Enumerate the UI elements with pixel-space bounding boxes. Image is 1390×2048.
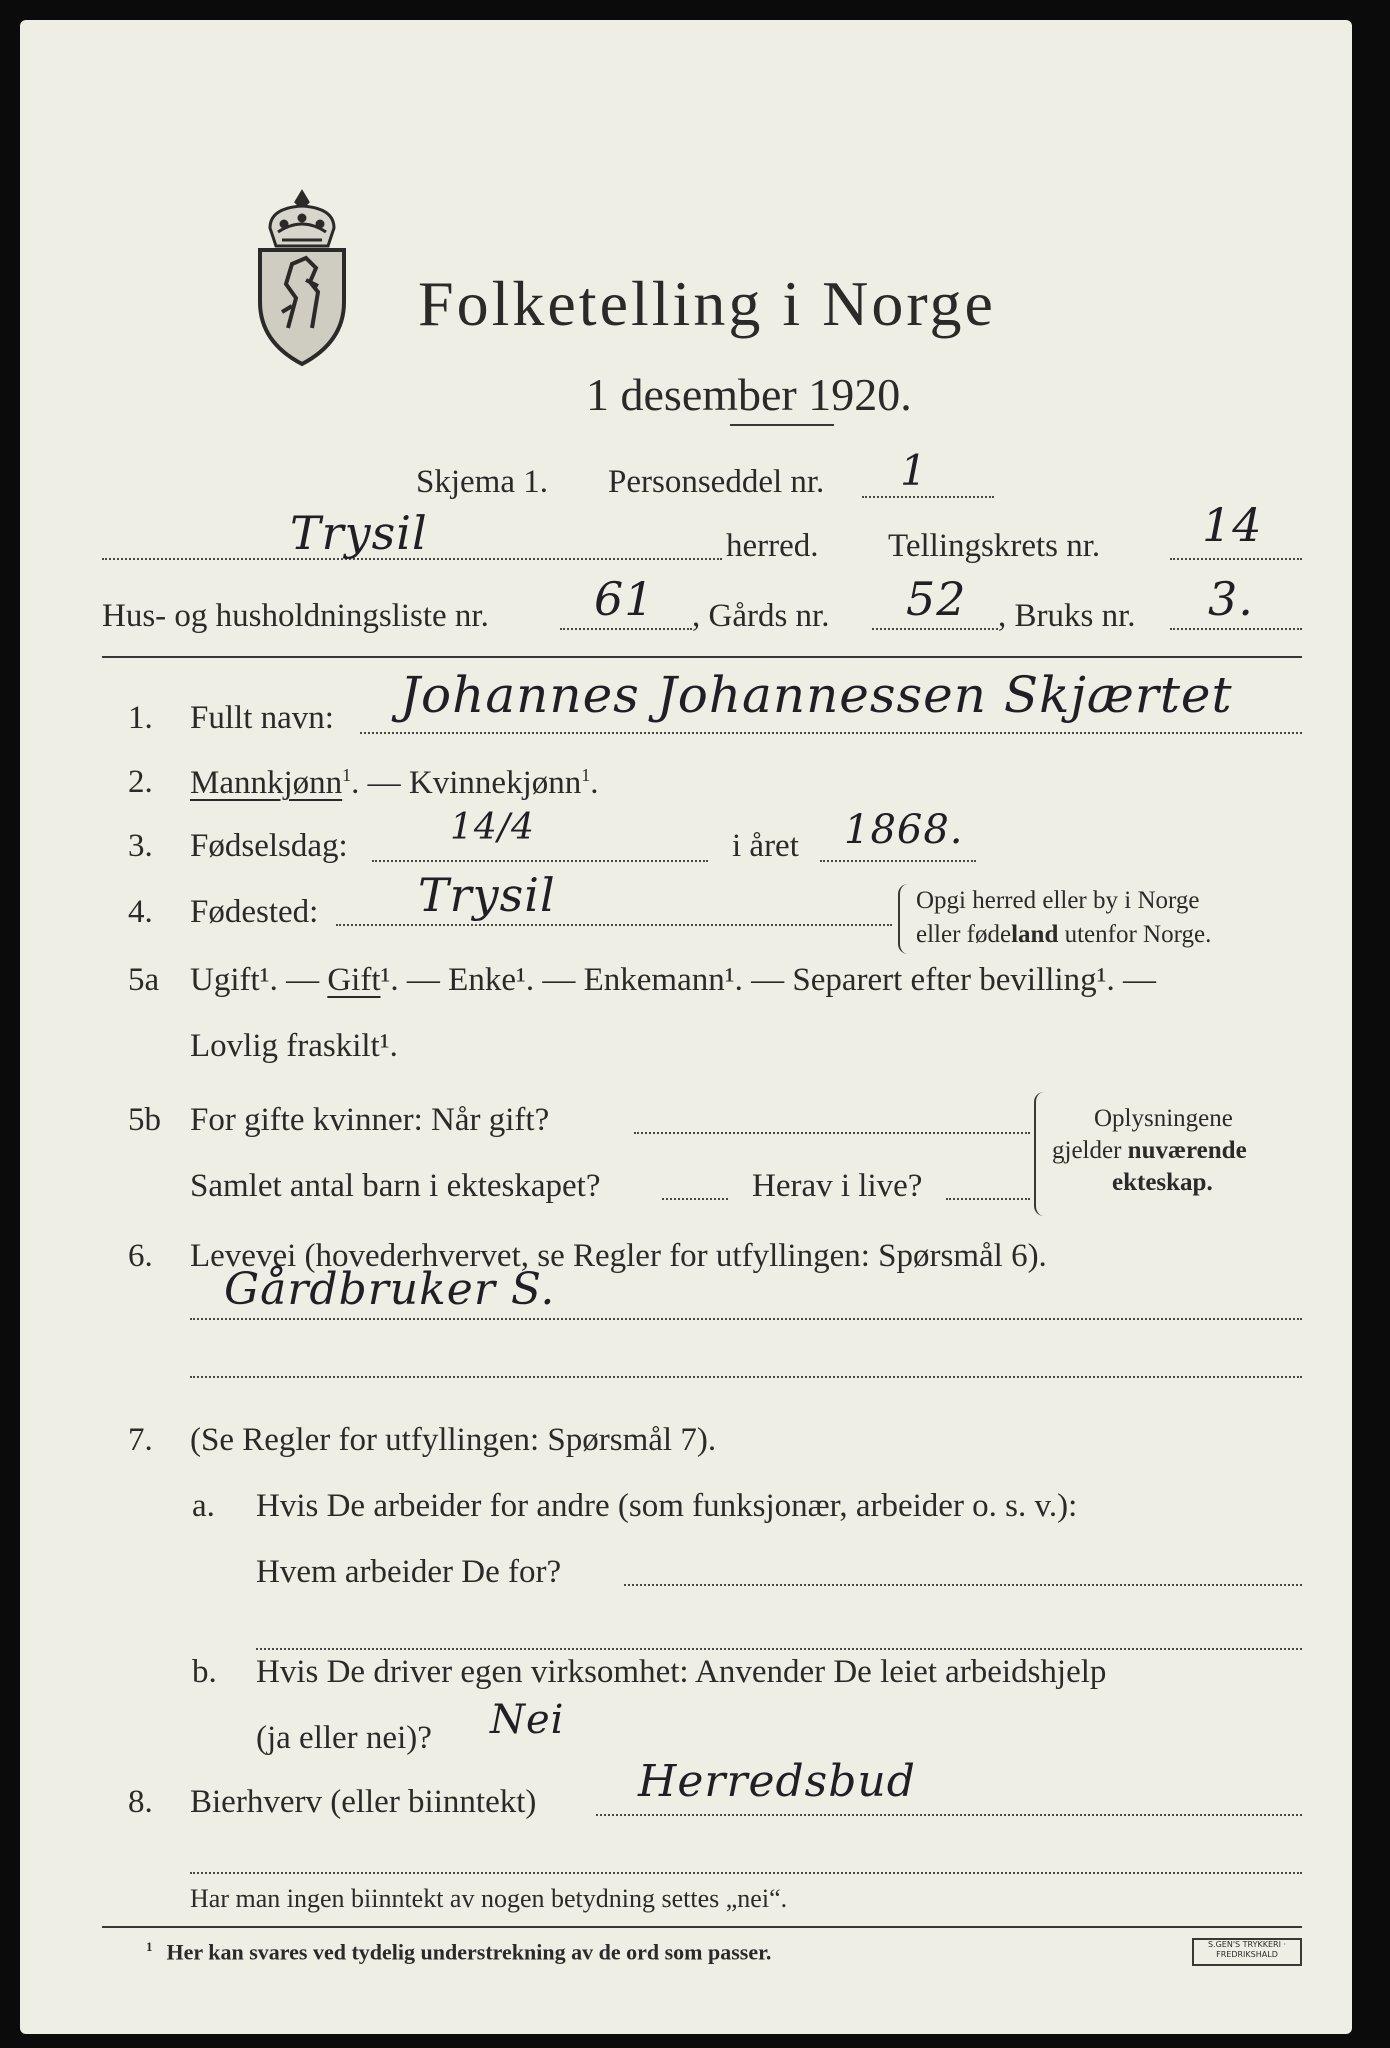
herred-value: Trysil — [290, 506, 428, 560]
personseddel-label: Personseddel nr. — [608, 464, 825, 500]
q5a-gift: Gift — [327, 962, 381, 998]
q2-number: 2. — [128, 764, 153, 800]
bruks-label: , Bruks nr. — [998, 598, 1136, 634]
footnote — [146, 1940, 771, 1963]
q7-number: 7. — [128, 1422, 153, 1458]
q1-value: Johannes Johannessen Skjærtet — [400, 666, 1233, 724]
q5b-line1: For gifte kvinner: Når gift? — [190, 1102, 550, 1138]
q7a-line2: Hvem arbeider De for? — [256, 1554, 562, 1590]
q2-separator: . — — [351, 765, 409, 801]
q1-line — [360, 732, 1302, 734]
norwegian-coat-of-arms-icon — [248, 188, 356, 368]
herred-label: herred. — [726, 528, 819, 564]
q4-brace — [898, 884, 910, 954]
q5b-line1-dots — [634, 1132, 1030, 1134]
schema-label: Skjema 1. — [416, 464, 548, 500]
q5a-line2: Lovlig fraskilt¹. — [190, 1028, 398, 1064]
q3-line — [372, 860, 708, 862]
personseddel-line — [862, 496, 994, 498]
footnote-text: Her kan svares ved tydelig understrekning av de ord som passer. — [166, 1939, 772, 1965]
q8-label: Bierhverv (eller biinntekt) — [190, 1784, 537, 1820]
q1-number: 1. — [128, 700, 153, 736]
q4-note2-a: eller føde — [916, 921, 1012, 948]
q6-label: Levevei (hovederhvervet, se Regler for utfyllingen: Spørsmål 6). — [190, 1238, 1047, 1274]
q2-male: Mannkjønn — [190, 765, 343, 801]
liste-label: Hus- og husholdningsliste nr. — [102, 598, 489, 634]
q4-note-line1: Opgi herred eller by i Norge — [916, 887, 1200, 914]
q7a-line1: Hvis De arbeider for andre (som funksjonær, arbeider o. s. v.): — [256, 1488, 1078, 1524]
q4-label: Fødested: — [190, 894, 319, 930]
gards-value: 52 — [906, 572, 967, 626]
q7b-number-visible: b. — [192, 1654, 217, 1690]
footnote-marker: 1 — [146, 1939, 153, 1954]
bruks-value: 3. — [1208, 572, 1254, 626]
footer-rule — [102, 1926, 1302, 1928]
q7b-line2: (ja eller nei)? — [256, 1720, 432, 1756]
q1-label: Fullt navn: — [190, 700, 334, 736]
footer-note: Har man ingen biinntekt av nogen betydning settes „nei“. — [190, 1884, 788, 1913]
q5b-line2b-dots — [946, 1198, 1030, 1200]
q5b-note-line1: Oplysningene — [1094, 1105, 1233, 1132]
q5a-number: 5a — [128, 962, 160, 998]
q4-note2-c: utenfor Norge. — [1058, 921, 1212, 948]
q2-sup-male: 1 — [342, 765, 352, 785]
q8-line2 — [190, 1872, 1302, 1874]
q7a-number: a. — [192, 1488, 215, 1524]
bruks-line — [1170, 628, 1302, 630]
q7a-line3 — [256, 1648, 1302, 1650]
q5b-line2a-dots — [662, 1198, 728, 1200]
q6-line2 — [190, 1376, 1302, 1378]
q2-sup-female: 1 — [581, 765, 591, 785]
tellingskrets-label: Tellingskrets nr. — [888, 528, 1101, 564]
q3-label: Fødselsdag: — [190, 828, 348, 864]
q5b-line2b: Herav i live? — [752, 1168, 923, 1204]
q7a-line2-dots — [624, 1584, 1302, 1586]
q5b-note-line3: ekteskap. — [1112, 1169, 1213, 1196]
q3-year-value: 1868. — [844, 807, 964, 853]
q7b-line1: Hvis De driver egen virksomhet: Anvender De leiet arbeidshjelp — [256, 1654, 1107, 1690]
q4-line — [336, 924, 892, 926]
q7-label: (Se Regler for utfyllingen: Spørsmål 7). — [190, 1422, 717, 1458]
q5a-gift-sup: ¹ — [380, 962, 391, 998]
q5a-rest: . — Enke¹. — Enkemann¹. — Separert efter bevilling¹. — — [390, 962, 1156, 998]
q3-value: 14/4 — [450, 807, 535, 848]
liste-line — [560, 628, 692, 630]
q6-number: 6. — [128, 1238, 153, 1274]
form-title: Folketelling i Norge — [418, 268, 996, 339]
printer-stamp-text: S.GEN'S TRYKKERI · FREDRIKSHALD — [1207, 1940, 1287, 1959]
q5a-ugift-sup: ¹. — — [259, 962, 328, 998]
liste-value: 61 — [594, 572, 655, 626]
q8-number: 8. — [128, 1784, 153, 1820]
q3-year-line — [820, 860, 976, 862]
printer-stamp — [1192, 1938, 1302, 1966]
q3-year-label: i året — [732, 828, 799, 864]
census-form — [20, 20, 1352, 2034]
q5b-brace — [1034, 1092, 1048, 1216]
q5b-note2-a: gjelder — [1052, 1137, 1128, 1164]
q4-note2-b: land — [1011, 921, 1059, 948]
q2-sex-options — [190, 766, 599, 800]
title-rule — [730, 424, 834, 426]
q4-number: 4. — [128, 894, 153, 930]
q5b-line2a: Samlet antal barn i ekteskapet? — [190, 1168, 601, 1204]
q7b-value: Nei — [490, 1697, 565, 1743]
gards-line — [872, 628, 998, 630]
gards-label: , Gårds nr. — [692, 598, 830, 634]
tellingskrets-value: 14 — [1202, 498, 1263, 552]
q2-end: . — [590, 765, 599, 801]
q4-note-line2 — [916, 922, 1211, 947]
personseddel-value: 1 — [900, 446, 928, 495]
q4-value: Trysil — [418, 868, 556, 922]
q5b-number: 5b — [128, 1102, 161, 1138]
q5a-ugift: Ugift — [190, 962, 260, 998]
q3-number: 3. — [128, 828, 153, 864]
q5a-line1 — [190, 964, 1156, 997]
q2-female: Kvinnekjønn — [408, 765, 582, 801]
q6-value: Gårdbruker S. — [224, 1264, 556, 1315]
q5b-note-line2 — [1052, 1138, 1247, 1163]
tellingskrets-line — [1170, 558, 1302, 560]
q8-line1 — [596, 1814, 1302, 1816]
census-date: 1 desember 1920. — [586, 369, 912, 420]
q5b-note2-b: nuværende — [1127, 1137, 1247, 1164]
q6-line1 — [190, 1318, 1302, 1320]
q8-value: Herredsbud — [638, 1756, 916, 1807]
header-rule — [102, 656, 1302, 658]
